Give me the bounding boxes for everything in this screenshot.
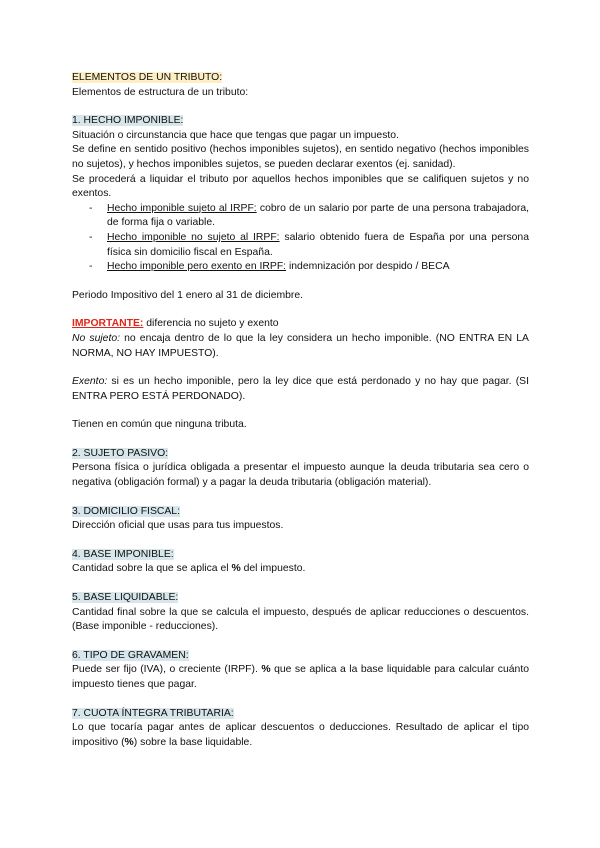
paragraph: Dirección oficial que usas para tus impuestos. [72,520,284,532]
important-note: IMPORTANTE: diferencia no sujeto y exento [72,318,279,330]
paragraph: Cantidad final sobre la que se calcula el impuesto, después de aplicar reducciones o descuentos. (Base imponible - reducciones). [72,606,529,633]
paragraph: Cantidad sobre la que se aplica el % del impuesto. [72,563,306,575]
paragraph: Se define en sentido positivo (hechos imponibles sujetos), en sentido negativo (hechos imponibles no sujetos), y hechos imponibles sujetos, se pueden declarar exentos (ej. sanidad). [72,144,529,170]
section-heading-hecho-imponible: 1. HECHO IMPONIBLE: [72,115,184,127]
important-label: IMPORTANTE: [72,318,144,330]
list-item-label: Hecho imponible pero exento en IRPF: [107,261,287,273]
section-heading-cuota-integra: 7. CUOTA ÍNTEGRA TRIBUTARIA: [72,707,234,719]
list-item-label: Hecho imponible sujeto al IRPF: [107,202,257,214]
paragraph: Se procederá a liquidar el tributo por aquellos hechos imponibles que se califiquen sujetos y no exentos. [72,173,529,200]
paragraph-periodo: Periodo Impositivo del 1 enero al 31 de diciembre. [72,289,304,301]
paragraph: Lo que tocaría pagar antes de aplicar descuentos o deducciones. Resultado de aplicar el tipo impositivo (%) sobre la base liquidable. [72,722,529,748]
paragraph-no-sujeto: No sujeto: no encaja dentro de lo que la ley considera un hecho imponible. (NO ENTRA EN LA NORMA, NO HAY IMPUESTO). [72,332,529,359]
paragraph-exento: Exento: si es un hecho imponible, pero la ley dice que está perdonado y no hay que pagar. (SI ENTRA PERO ESTÁ PERDONADO). [72,376,529,402]
list-item-label: Hecho imponible no sujeto al IRPF: [107,231,280,243]
paragraph-comun: Tienen en común que ninguna tributa. [72,419,247,431]
section-heading-base-liquidable: 5. BASE LIQUIDABLE: [72,592,179,604]
section-heading-sujeto-pasivo: 2. SUJETO PASIVO: [72,447,169,459]
list-item-text: cobro de un salario por parte de una persona trabajadora, de forma fija o variable. [107,202,529,229]
dash-list [72,202,529,275]
list-item [107,231,529,260]
section-heading-tipo-gravamen: 6. TIPO DE GRAVAMEN: [72,649,189,661]
paragraph: Situación o circunstancia que hace que tengas que pagar un impuesto. [72,129,399,141]
doc-title: ELEMENTOS DE UN TRIBUTO: [72,72,223,83]
list-item-text: indemnización por despido / BECA [286,261,450,273]
document-page [72,71,529,750]
section-heading-base-imponible: 4. BASE IMPONIBLE: [72,548,174,560]
list-item [107,202,529,231]
doc-subtitle: Elementos de estructura de un tributo: [72,86,249,98]
paragraph: Puede ser fijo (IVA), o creciente (IRPF). % que se aplica a la base liquidable para calcular cuánto impuesto tienes que pagar. [72,664,530,690]
section-heading-domicilio-fiscal: 3. DOMICILIO FISCAL: [72,505,180,517]
list-item-text: salario obtenido fuera de España por una persona física sin domicilio fiscal en España. [107,231,529,258]
paragraph: Persona física o jurídica obligada a presentar el impuesto aunque la deuda tributaria sea cero o negativa (obligación formal) y a pagar la deuda tributaria (obligación material). [72,462,529,489]
list-item [107,260,529,275]
